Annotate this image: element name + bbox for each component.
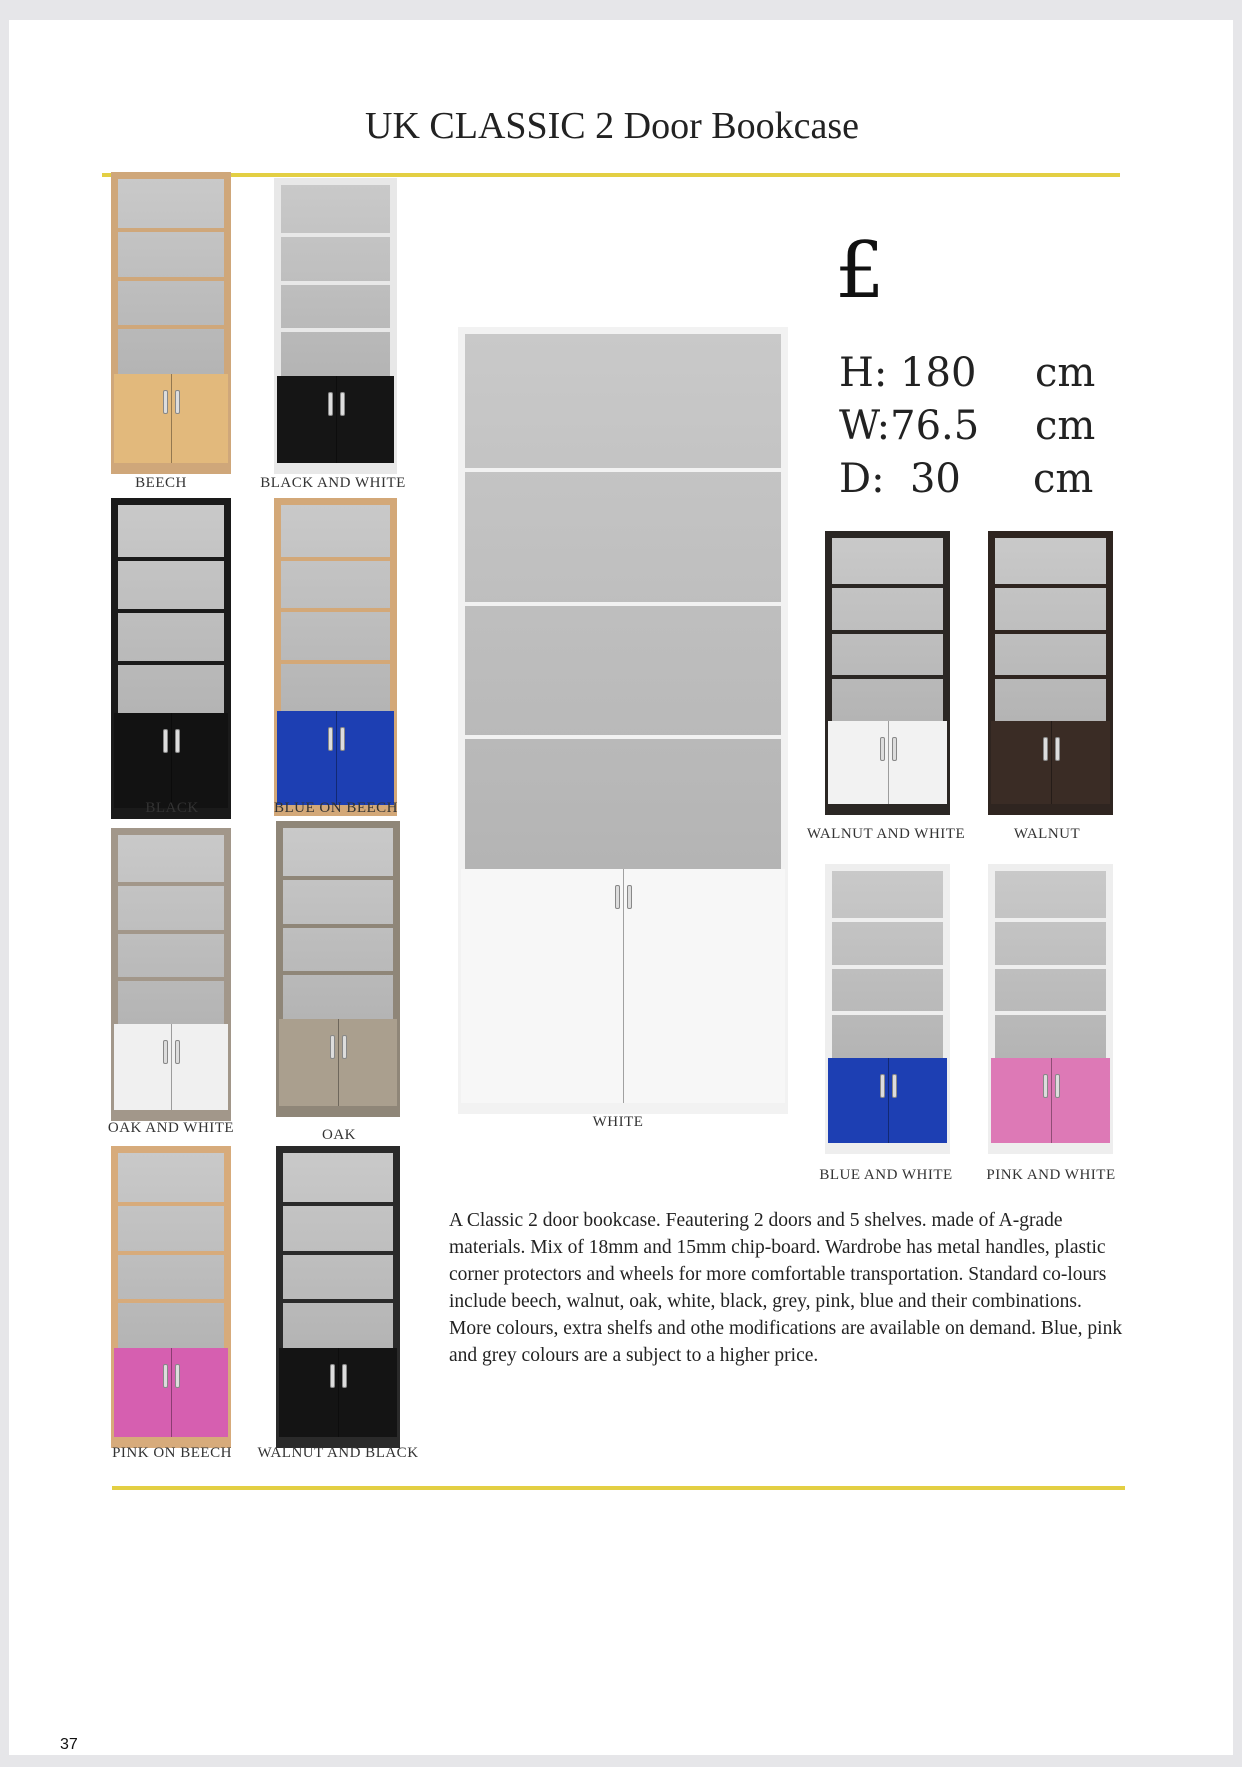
door-handle: [175, 1040, 180, 1064]
plinth: [991, 1143, 1110, 1151]
cabinet-doors: [828, 1058, 947, 1143]
door-handle: [342, 1035, 347, 1059]
shelf: [991, 918, 1110, 922]
door-handle: [175, 390, 180, 414]
catalog-page: [9, 20, 1233, 1755]
bookcase-walnut-and-black: [276, 1146, 400, 1448]
caption-black: BLACK: [145, 800, 199, 816]
shelf: [828, 965, 947, 969]
price-symbol: £: [835, 226, 885, 316]
door-handle: [1055, 737, 1060, 761]
cabinet-doors: [991, 1058, 1110, 1143]
cabinet-doors: [828, 721, 947, 804]
shelf: [114, 1202, 228, 1206]
plinth: [279, 1106, 397, 1114]
shelf: [461, 735, 785, 739]
shelf: [277, 328, 394, 332]
shelf: [114, 661, 228, 665]
width-label: W:76.5: [839, 403, 980, 449]
shelf: [279, 876, 397, 880]
shelf: [277, 608, 394, 612]
caption-white: WHITE: [592, 1114, 644, 1130]
top-divider: [102, 173, 1120, 177]
door-handle: [175, 729, 180, 753]
shelf: [114, 609, 228, 613]
shelf: [828, 630, 947, 634]
door-handle: [342, 1364, 347, 1388]
page-title: UK CLASSIC 2 Door Bookcase: [365, 105, 859, 147]
door-handle: [340, 727, 345, 751]
caption-oak: OAK: [322, 1127, 356, 1143]
door-handle: [330, 1364, 335, 1388]
door-handle: [880, 737, 885, 761]
shelf: [114, 977, 228, 981]
shelf: [114, 325, 228, 329]
plinth: [114, 463, 228, 471]
door-handle: [1043, 1074, 1048, 1098]
bookcase-black: [111, 498, 231, 819]
plinth: [277, 463, 394, 471]
caption-pink-on-beech: PINK ON BEECH: [112, 1445, 232, 1461]
cabinet-doors: [279, 1348, 397, 1437]
door-handle: [163, 1040, 168, 1064]
caption-black-and-white: BLACK AND WHITE: [260, 475, 406, 491]
door-handle: [175, 1364, 180, 1388]
shelf: [114, 277, 228, 281]
door-handle: [328, 392, 333, 416]
shelf: [828, 1011, 947, 1015]
shelf: [991, 675, 1110, 679]
plinth: [828, 804, 947, 812]
depth-label: D: 30: [839, 456, 961, 502]
shelf: [828, 584, 947, 588]
caption-walnut: WALNUT: [1013, 826, 1081, 842]
bookcase-oak-and-white: [111, 828, 231, 1121]
bookcase-blue-on-beech: [274, 498, 397, 816]
caption-blue-and-white: BLUE AND WHITE: [819, 1167, 953, 1183]
door-handle: [328, 727, 333, 751]
caption-pink-and-white: PINK AND WHITE: [986, 1167, 1116, 1183]
shelf: [277, 557, 394, 561]
door-handle: [892, 737, 897, 761]
shelf: [114, 228, 228, 232]
door-handle: [615, 885, 620, 909]
bookcase-white: [458, 327, 788, 1114]
cabinet-doors: [114, 374, 228, 463]
cabinet-doors: [114, 1024, 228, 1110]
bookcase-walnut-and-white: [825, 531, 950, 815]
door-handle: [880, 1074, 885, 1098]
door-handle: [1043, 737, 1048, 761]
shelf: [991, 630, 1110, 634]
plinth: [279, 1437, 397, 1445]
product-description: A Classic 2 door bookcase. Feautering 2 doors and 5 shelves. made of A-grade materials. Mix of 18mm and 15mm chip-board. Wardrobe has metal handles, plastic corner protectors and wheels for more comfortable transportation. Standard co-lours include beech, walnut, oak, white, black, grey, pink, blue and their combinations. More colours, extra shelfs and othe modifications are available on demand. Blue, pink and grey colours are a subject to a higher price.: [449, 1210, 1123, 1366]
shelf: [828, 675, 947, 679]
shelf: [279, 1299, 397, 1303]
plinth: [828, 1143, 947, 1151]
shelf: [277, 233, 394, 237]
shelf: [114, 1251, 228, 1255]
plinth: [991, 804, 1110, 812]
shelf: [461, 602, 785, 606]
shelf: [279, 924, 397, 928]
width-unit: cm: [1035, 403, 1096, 449]
door-handle: [340, 392, 345, 416]
bookcase-pink-and-white: [988, 864, 1113, 1154]
shelf: [277, 281, 394, 285]
door-handle: [330, 1035, 335, 1059]
door-handle: [1055, 1074, 1060, 1098]
cabinet-doors: [279, 1019, 397, 1106]
bookcase-oak: [276, 821, 400, 1117]
caption-blue-on-beech: BLUE ON BEECH: [274, 800, 398, 816]
cabinet-doors: [114, 713, 228, 808]
bottom-divider: [112, 1486, 1125, 1490]
shelf: [279, 1251, 397, 1255]
door-handle: [892, 1074, 897, 1098]
bookcase-walnut: [988, 531, 1113, 815]
bookcase-beech: [111, 172, 231, 474]
plinth: [461, 1103, 785, 1111]
cabinet-doors: [114, 1348, 228, 1437]
bookcase-black-and-white: [274, 178, 397, 474]
shelf: [114, 1299, 228, 1303]
depth-unit: cm: [1033, 456, 1094, 502]
caption-walnut-and-white: WALNUT AND WHITE: [806, 826, 966, 842]
door-handle: [163, 1364, 168, 1388]
plinth: [114, 1437, 228, 1445]
shelf: [114, 930, 228, 934]
shelf: [279, 971, 397, 975]
cabinet-doors: [277, 711, 394, 805]
cabinet-doors: [277, 376, 394, 463]
shelf: [461, 468, 785, 472]
shelf: [114, 882, 228, 886]
cabinet-doors: [991, 721, 1110, 804]
page-number: 37: [60, 1736, 78, 1753]
door-handle: [163, 390, 168, 414]
shelf: [991, 1011, 1110, 1015]
height-label: H: 180: [839, 350, 977, 396]
bookcase-blue-and-white: [825, 864, 950, 1154]
shelf: [114, 557, 228, 561]
shelf: [828, 918, 947, 922]
height-unit: cm: [1035, 350, 1096, 396]
shelf: [279, 1202, 397, 1206]
caption-oak-and-white: OAK AND WHITE: [107, 1120, 235, 1136]
cabinet-doors: [461, 869, 785, 1103]
shelf: [991, 584, 1110, 588]
plinth: [114, 1110, 228, 1118]
caption-walnut-and-black: WALNUT AND BLACK: [257, 1445, 419, 1461]
shelf: [991, 965, 1110, 969]
caption-beech: BEECH: [135, 475, 187, 491]
bookcase-pink-on-beech: [111, 1146, 231, 1448]
door-handle: [627, 885, 632, 909]
shelf: [277, 660, 394, 664]
door-handle: [163, 729, 168, 753]
